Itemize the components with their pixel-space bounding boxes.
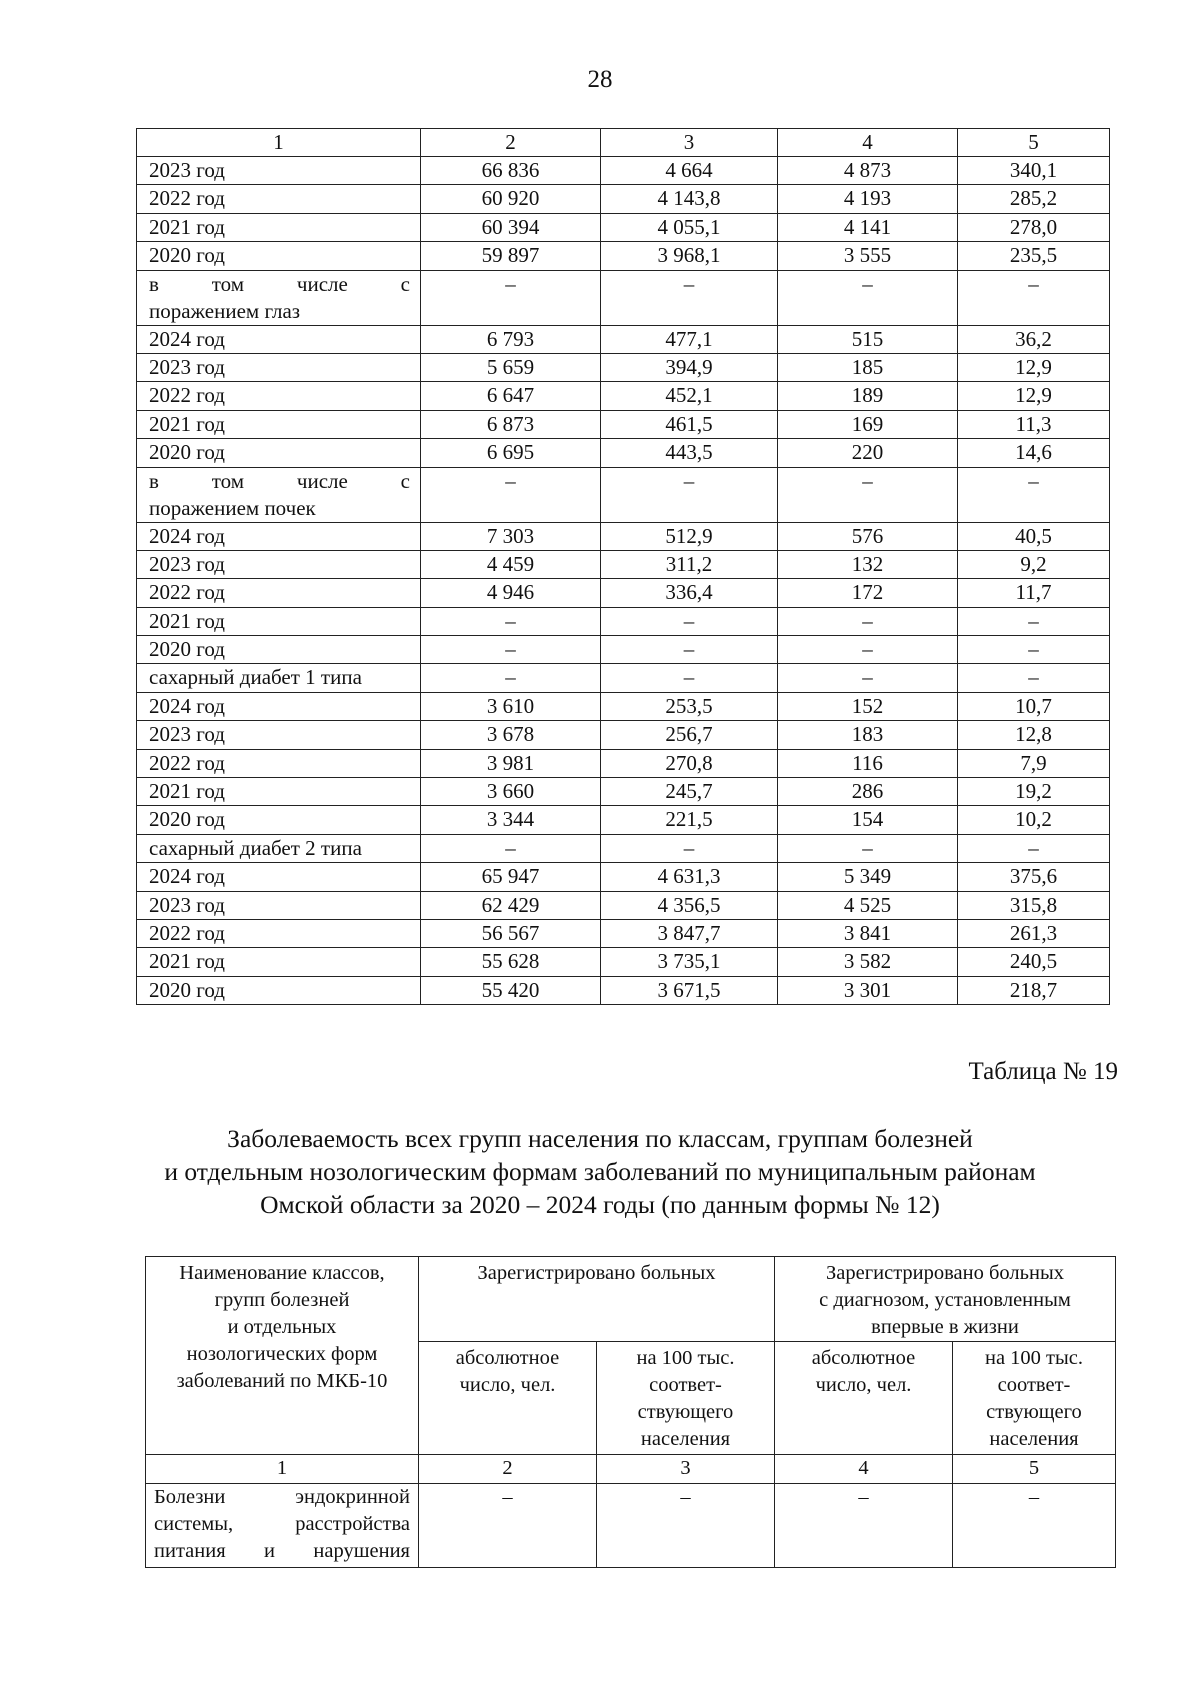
table-cell: 6 695 [421,439,601,467]
table-cell: 218,7 [958,976,1110,1004]
table-cell: 10,2 [958,806,1110,834]
table-cell: 4 459 [421,550,601,578]
table-cell: 19,2 [958,778,1110,806]
row-label: 2023 год [137,721,421,749]
table-cell: 3 678 [421,721,601,749]
header-line: населения [989,1428,1079,1450]
header-line: групп болезней [214,1289,350,1311]
table-cell: 40,5 [958,522,1110,550]
table-cell: 315,8 [958,891,1110,919]
row-label: 2020 год [137,976,421,1004]
table-cell: – [419,1484,597,1568]
table-cell: 336,4 [601,579,778,607]
row-label: 2020 год [137,439,421,467]
table-row [137,325,1110,353]
table-cell: 65 947 [421,863,601,891]
table-cell: 270,8 [601,749,778,777]
row-label-line: поражением глаз [149,298,301,323]
row-label: 2023 год [137,353,421,381]
table-row [137,834,1110,862]
header-line: ствующего [637,1401,734,1423]
table-cell: 5 349 [778,863,958,891]
header-line: абсолютное [455,1347,560,1369]
table-cell: 512,9 [601,522,778,550]
table-row [137,721,1110,749]
row-label [137,270,421,325]
table-header-row [137,129,1110,157]
table-cell: – [421,607,601,635]
table-cell: – [778,270,958,325]
table-row [137,579,1110,607]
table-cell: 4 143,8 [601,185,778,213]
table-cell: 6 647 [421,382,601,410]
row-label: 2024 год [137,692,421,720]
table-cell: 62 429 [421,891,601,919]
row-label: 2022 год [137,919,421,947]
table-row [137,270,1110,325]
row-label: 2022 год [137,185,421,213]
table-cell: 14,6 [958,439,1110,467]
header-line: впервые в жизни [871,1316,1019,1338]
table-cell: 4 525 [778,891,958,919]
row-label: сахарный диабет 1 типа [137,664,421,692]
table-cell: 59 897 [421,242,601,270]
table-cell: 5 659 [421,353,601,381]
column-number: 1 [146,1455,419,1484]
table-row [137,550,1110,578]
table-cell: 132 [778,550,958,578]
row-label-line: Болезни эндокринной [154,1486,410,1508]
table-cell: 278,0 [958,213,1110,241]
row-label: сахарный диабет 2 типа [137,834,421,862]
table-cell: 4 356,5 [601,891,778,919]
row-label: 2021 год [137,607,421,635]
row-label: 2024 год [137,325,421,353]
table-cell: 220 [778,439,958,467]
row-label: 2020 год [137,242,421,270]
table-cell: 311,2 [601,550,778,578]
table-row [137,863,1110,891]
table-cell: – [421,467,601,522]
table-cell: – [778,664,958,692]
table-cell: 375,6 [958,863,1110,891]
table-cell: 4 873 [778,157,958,185]
table-cell: 4 141 [778,213,958,241]
row-label: 2020 год [137,636,421,664]
table-cell: 261,3 [958,919,1110,947]
data-table-continued [136,128,1110,1005]
table-cell: 6 873 [421,410,601,438]
header-absolute-number [419,1342,597,1455]
table-cell: 285,2 [958,185,1110,213]
row-label: 2021 год [137,948,421,976]
header-line: населения [640,1428,731,1450]
table-cell: 256,7 [601,721,778,749]
table-row [137,778,1110,806]
table-cell: – [421,270,601,325]
table-row [137,353,1110,381]
table-cell: – [601,607,778,635]
row-label: 2022 год [137,579,421,607]
row-label: 2023 год [137,157,421,185]
header-line: нозологических форм [186,1343,378,1365]
row-label-line: в том числе с [149,468,410,493]
row-label: 2024 год [137,522,421,550]
table-cell: 116 [778,749,958,777]
table-row [137,157,1110,185]
table-cell: 152 [778,692,958,720]
page-number: 28 [587,66,613,93]
table-cell: 4 055,1 [601,213,778,241]
table-title [60,1122,1140,1221]
row-label: 2023 год [137,550,421,578]
header-absolute-number [775,1342,953,1455]
table-row [137,242,1110,270]
column-number: 1 [137,129,421,157]
table-cell: 12,9 [958,353,1110,381]
table-cell: 245,7 [601,778,778,806]
table-row [137,607,1110,635]
row-label-line: поражением почек [149,495,316,520]
row-label [137,467,421,522]
table-cell: 55 628 [421,948,601,976]
table-cell: 66 836 [421,157,601,185]
header-disease-class [146,1257,419,1455]
row-label [146,1484,419,1568]
table-cell: – [601,636,778,664]
header-line: число, чел. [815,1374,912,1396]
row-label: 2021 год [137,778,421,806]
table-cell: – [601,270,778,325]
table-cell: – [778,607,958,635]
table-cell: 3 847,7 [601,919,778,947]
table-cell: – [958,467,1110,522]
table-row [137,891,1110,919]
table-cell: 3 344 [421,806,601,834]
table-cell: 60 920 [421,185,601,213]
table-cell: – [958,636,1110,664]
header-line: с диагнозом, установленным [819,1289,1071,1311]
table-cell: 576 [778,522,958,550]
table-row [137,439,1110,467]
table-cell: 452,1 [601,382,778,410]
table-cell: 4 631,3 [601,863,778,891]
header-line: заболеваний по МКБ-10 [176,1370,388,1392]
table-cell: 3 660 [421,778,601,806]
table-cell: 4 946 [421,579,601,607]
table-cell: 286 [778,778,958,806]
table-19 [145,1256,1116,1568]
table-cell: 3 555 [778,242,958,270]
table-cell: 12,8 [958,721,1110,749]
table-row [137,213,1110,241]
table-cell: 515 [778,325,958,353]
header-per-100k [953,1342,1116,1455]
table-cell: 183 [778,721,958,749]
table-cell: 7 303 [421,522,601,550]
table-cell: – [601,467,778,522]
table-cell: 443,5 [601,439,778,467]
table-row [137,919,1110,947]
header-registered-first-time [775,1257,1116,1342]
table-cell: – [421,636,601,664]
table-cell: 185 [778,353,958,381]
table-cell: 3 582 [778,948,958,976]
table-row [137,948,1110,976]
row-label: 2023 год [137,891,421,919]
table-cell: 3 968,1 [601,242,778,270]
table-cell: – [597,1484,775,1568]
column-number: 4 [775,1455,953,1484]
table-cell: 169 [778,410,958,438]
table-cell: – [953,1484,1116,1568]
table-cell: 7,9 [958,749,1110,777]
header-line: на 100 тыс. [636,1347,735,1369]
row-label-line: в том числе с [149,271,410,296]
table-cell: – [421,834,601,862]
table-cell: 3 841 [778,919,958,947]
header-line: соответ- [997,1374,1071,1396]
header-line: абсолютное [811,1347,916,1369]
table-cell: 253,5 [601,692,778,720]
table-cell: 3 735,1 [601,948,778,976]
column-number: 2 [419,1455,597,1484]
table-cell: – [601,664,778,692]
table-cell: 12,9 [958,382,1110,410]
table-cell: 340,1 [958,157,1110,185]
header-registered: Зарегистрировано больных [419,1257,775,1342]
table-row [137,692,1110,720]
table-cell: 11,3 [958,410,1110,438]
table-cell: 10,7 [958,692,1110,720]
table-row [137,467,1110,522]
header-line: Зарегистрировано больных [826,1262,1064,1284]
table-cell: 235,5 [958,242,1110,270]
header-line: число, чел. [459,1374,556,1396]
table-row [137,382,1110,410]
row-label: 2022 год [137,382,421,410]
table-cell: – [601,834,778,862]
table-number: Таблица № 19 [968,1058,1118,1085]
table-cell: 154 [778,806,958,834]
header-line: и отдельных [227,1316,337,1338]
table-cell: 3 610 [421,692,601,720]
column-number: 3 [601,129,778,157]
table-cell: 4 664 [601,157,778,185]
row-label-line: питания и нарушения [154,1540,410,1562]
table-cell: 55 420 [421,976,601,1004]
row-label: 2021 год [137,410,421,438]
column-number: 5 [953,1455,1116,1484]
header-line: Наименование классов, [179,1262,385,1284]
table-cell: 3 671,5 [601,976,778,1004]
table-cell: – [775,1484,953,1568]
table-title-line: и отдельным нозологическим формам заболеваний по муниципальным районам [164,1157,1036,1186]
row-label: 2020 год [137,806,421,834]
table-cell: 189 [778,382,958,410]
table-row [137,522,1110,550]
table-row [137,185,1110,213]
row-label: 2021 год [137,213,421,241]
column-number: 3 [597,1455,775,1484]
table-cell: 11,7 [958,579,1110,607]
table-cell: 394,9 [601,353,778,381]
table-cell: 56 567 [421,919,601,947]
table-title-line: Омской области за 2020 – 2024 годы (по данным формы № 12) [260,1190,940,1219]
table-row [137,976,1110,1004]
table-cell: 60 394 [421,213,601,241]
header-line: соответ- [649,1374,722,1396]
table-cell: – [778,467,958,522]
table-cell: 172 [778,579,958,607]
table-cell: – [778,636,958,664]
row-label: 2024 год [137,863,421,891]
table-row [137,636,1110,664]
table-row [137,806,1110,834]
table-cell: 36,2 [958,325,1110,353]
table-cell: – [958,664,1110,692]
table-title-line: Заболеваемость всех групп населения по классам, группам болезней [227,1124,973,1153]
table-cell: 9,2 [958,550,1110,578]
table-cell: – [421,664,601,692]
table-cell: 221,5 [601,806,778,834]
column-number: 4 [778,129,958,157]
table-cell: – [958,270,1110,325]
header-line: на 100 тыс. [984,1347,1084,1369]
table-cell: 3 301 [778,976,958,1004]
table-cell: – [958,834,1110,862]
column-number: 2 [421,129,601,157]
table-cell: 461,5 [601,410,778,438]
table-row [137,664,1110,692]
row-label-line: системы, расстройства [154,1513,410,1535]
table-cell: – [778,834,958,862]
table-cell: 240,5 [958,948,1110,976]
table-cell: 6 793 [421,325,601,353]
table-row [137,749,1110,777]
row-label: 2022 год [137,749,421,777]
table-row [137,410,1110,438]
table-cell: – [958,607,1110,635]
header-per-100k [597,1342,775,1455]
column-number: 5 [958,129,1110,157]
table-cell: 3 981 [421,749,601,777]
table-cell: 477,1 [601,325,778,353]
table-cell: 4 193 [778,185,958,213]
header-line: ствующего [986,1401,1082,1423]
